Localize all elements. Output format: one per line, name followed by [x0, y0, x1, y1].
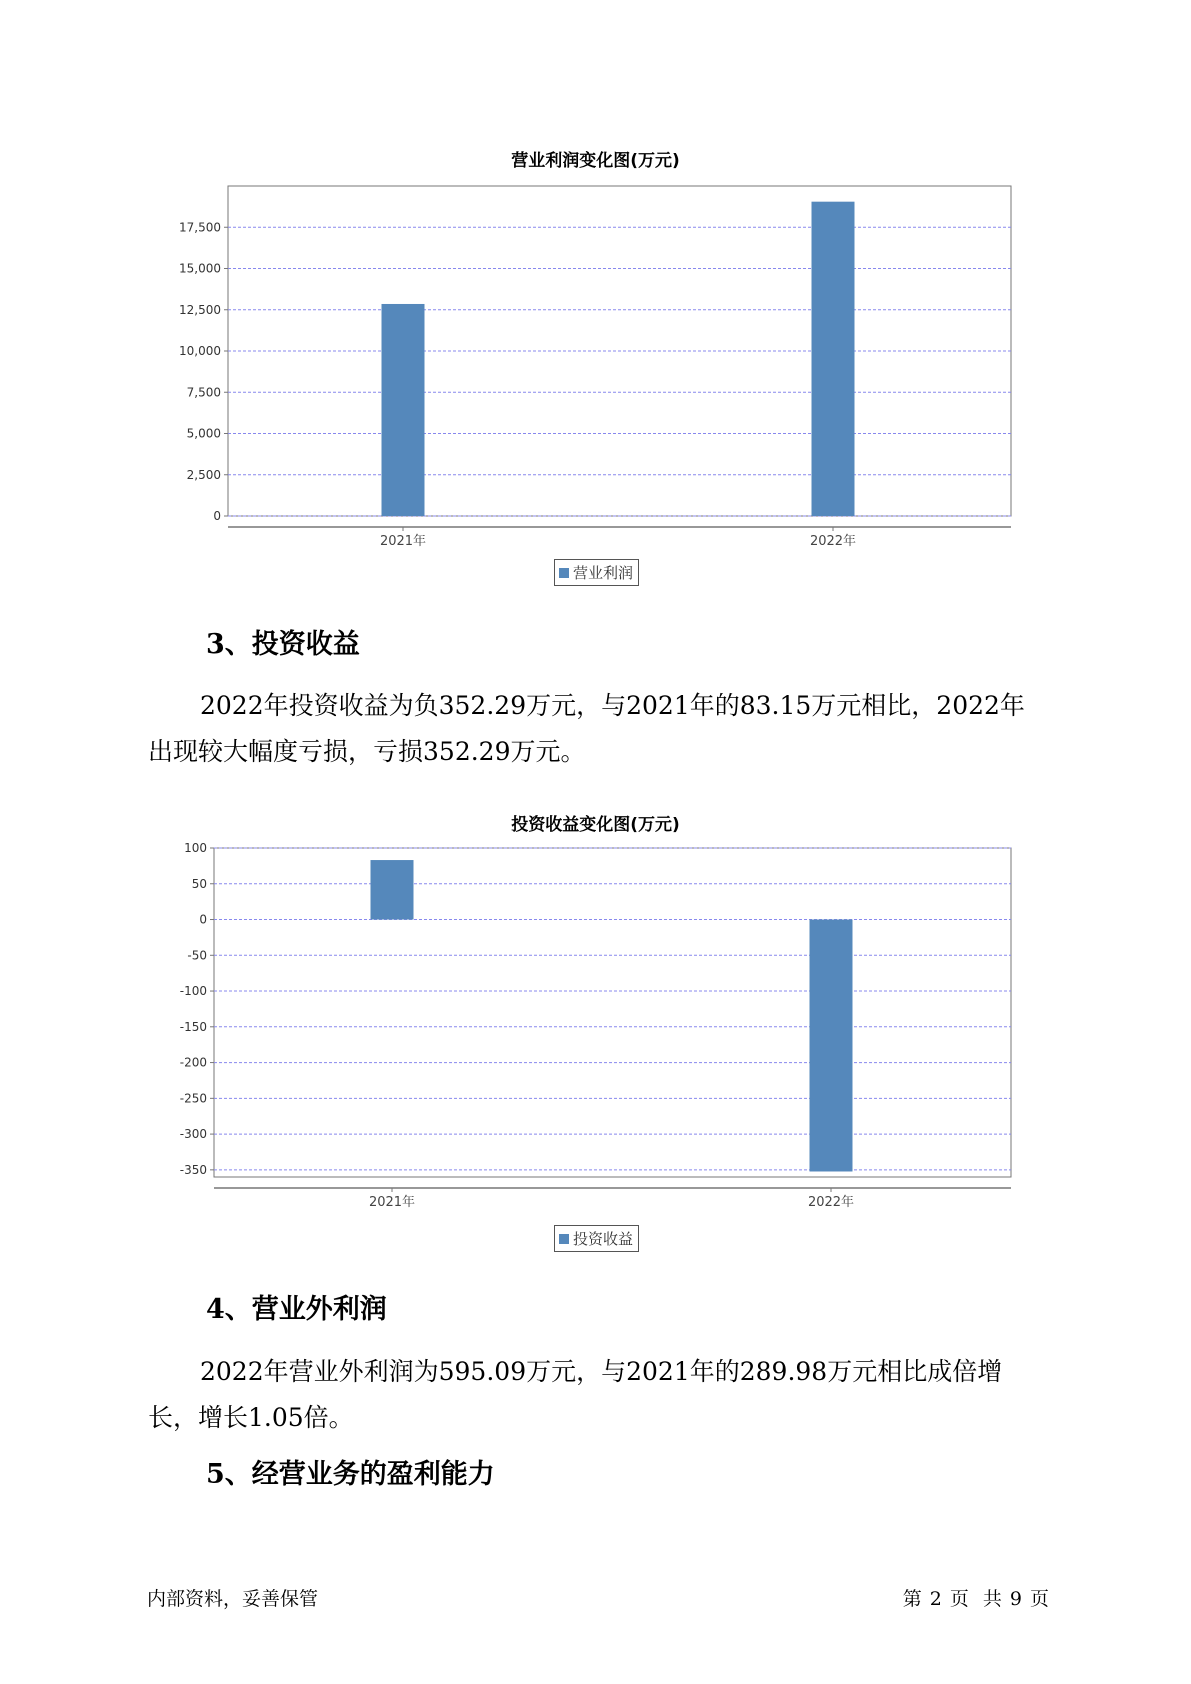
chart2-bar-2021年 [371, 860, 414, 919]
page-num: 2 [929, 1588, 942, 1610]
section3-line2: 出现较大幅度亏损，亏损352.29万元。 [148, 737, 586, 766]
total-unit: 页 [1029, 1588, 1049, 1610]
chart1-x-tick-label: 2021年 [379, 534, 427, 549]
chart2-y-tick-label: -350 [179, 1162, 207, 1177]
chart1-y-tick-label: 15,000 [179, 261, 221, 276]
section3-heading: 3、投资收益 [206, 629, 360, 660]
chart2-y-tick-label: -200 [179, 1055, 207, 1070]
chart1-y-tick-label: 10,000 [179, 344, 221, 358]
chart1-y-tick-label: 7,500 [186, 385, 221, 400]
footer-page-number [899, 1584, 1053, 1611]
section4-line1: 2022年营业外利润为595.09万元，与2021年的289.98万元相比成倍增 [200, 1357, 1003, 1386]
chart1-y-tick-label: 0 [213, 509, 221, 523]
chart1-y-tick-label: 5,000 [186, 426, 221, 441]
section3-line1: 2022年投资收益为负352.29万元，与2021年的83.15万元相比，2022年 [200, 691, 1025, 720]
chart1-y-tick-label: 12,500 [179, 302, 221, 317]
chart2-bar-2022年 [810, 920, 853, 1172]
legend-swatch [559, 1234, 569, 1244]
chart2-x-tick-label: 2021年 [368, 1195, 416, 1210]
chart2-y-tick-label: 0 [199, 912, 207, 927]
chart2-legend-label: 投资收益 [573, 1230, 634, 1248]
chart2-legend [554, 1225, 639, 1252]
chart2-title: 投资收益变化图(万元) [511, 815, 680, 835]
total-label: 共 [982, 1588, 1002, 1610]
chart1-legend-label: 营业利润 [573, 564, 634, 582]
section4-paragraph [148, 1349, 1068, 1441]
chart2-plot-frame [214, 848, 1011, 1177]
chart2-x-tick-label: 2022年 [807, 1195, 855, 1210]
chart2-y-tick-label: -100 [179, 984, 207, 999]
chart2-y-tick-label: -50 [187, 948, 207, 963]
page-unit: 页 [949, 1588, 969, 1610]
chart2-y-tick-label: -250 [179, 1091, 207, 1106]
section5-heading: 5、经营业务的盈利能力 [206, 1459, 495, 1490]
chart2-y-tick-label: -300 [179, 1127, 207, 1142]
chart1-x-tick-label: 2022年 [809, 534, 857, 549]
total-num: 9 [1009, 1588, 1022, 1610]
section4-line2: 长，增长1.05倍。 [148, 1403, 354, 1432]
chart2-y-tick-label: 100 [184, 841, 207, 855]
chart2-y-tick-label: -150 [179, 1019, 207, 1034]
section4-heading: 4、营业外利润 [206, 1294, 387, 1325]
chart1-y-tick-label: 17,500 [179, 220, 221, 235]
footer-confidential: 内部资料，妥善保管 [147, 1588, 319, 1610]
page-label: 第 [902, 1588, 922, 1610]
chart1-title: 营业利润变化图(万元) [511, 151, 680, 171]
chart1-y-tick-label: 2,500 [186, 467, 221, 482]
chart2-y-tick-label: 50 [191, 876, 207, 891]
